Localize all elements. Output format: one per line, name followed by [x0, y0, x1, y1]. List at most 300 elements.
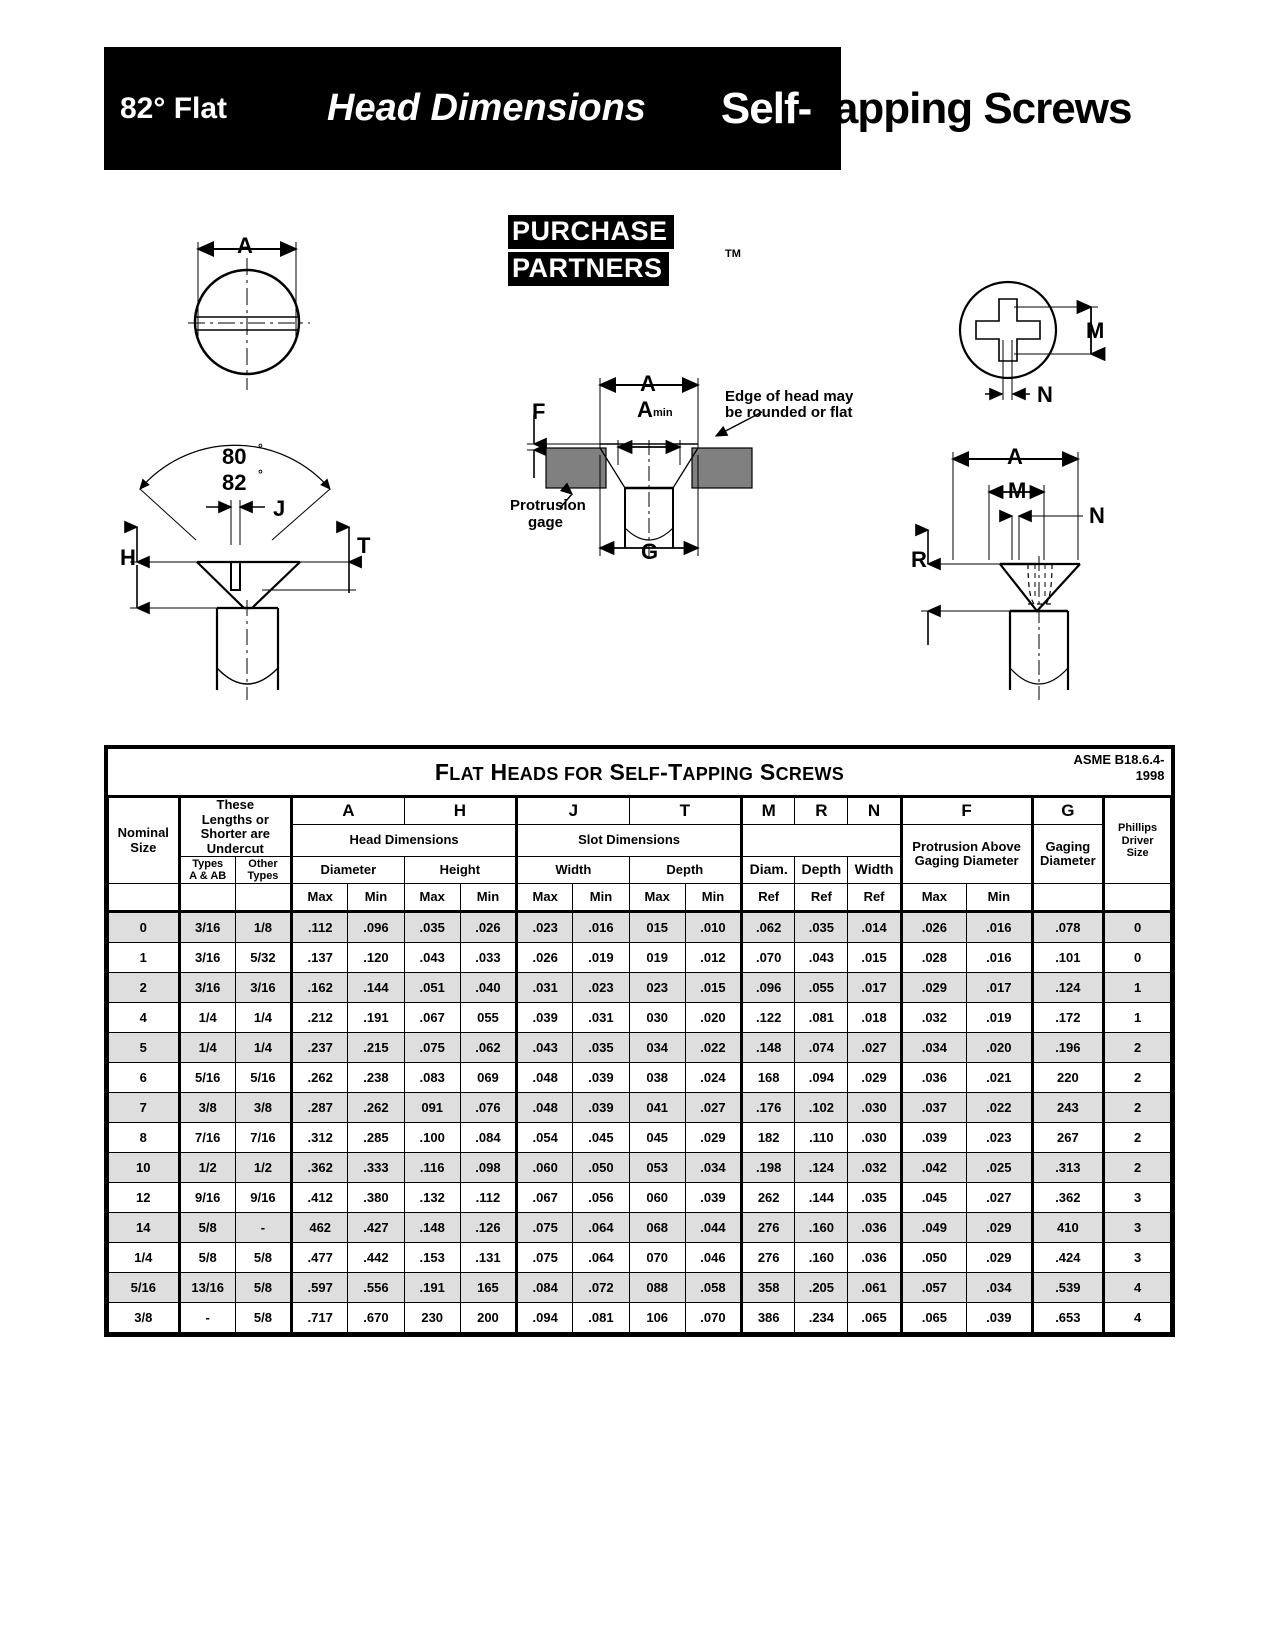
cell-f_max: .034	[901, 1033, 966, 1063]
table-row	[109, 1123, 1171, 1153]
cell-n_ref: .018	[848, 1003, 901, 1033]
label-h: H	[120, 545, 136, 570]
header-angle-label: 82° Flat	[120, 91, 228, 125]
col-header-phillips-driver-size	[1104, 797, 1171, 884]
col-header-slot-depth: Depth	[629, 857, 742, 884]
cell-j_min: .050	[573, 1153, 629, 1183]
cell-f_max: .029	[901, 973, 966, 1003]
cell-r_ref: .055	[795, 973, 848, 1003]
cell-f_min: .039	[967, 1303, 1032, 1333]
cell-n_ref: .015	[848, 943, 901, 973]
cell-f_max: .065	[901, 1303, 966, 1333]
label-protrusion-gage-line2: gage	[528, 514, 564, 531]
cell-h_max: .083	[404, 1063, 460, 1093]
header-title-part1: Self-	[720, 83, 812, 133]
cell-u_aab: 5/8	[179, 1213, 235, 1243]
cell-g: .172	[1032, 1003, 1104, 1033]
col-header-height: Height	[404, 857, 517, 884]
cell-a_max: 462	[292, 1213, 348, 1243]
undercut-line1: These	[216, 797, 255, 812]
cell-t_min: .022	[685, 1033, 741, 1063]
col-header-a-min: Min	[348, 884, 404, 912]
cell-a_max: .137	[292, 943, 348, 973]
label-angle-80-degree: °	[258, 441, 263, 455]
cell-r_ref: .081	[795, 1003, 848, 1033]
cell-j_min: .056	[573, 1183, 629, 1213]
cell-f_min: .021	[967, 1063, 1032, 1093]
table-header-minmax	[109, 884, 1171, 912]
cell-u_aab: 5/16	[179, 1063, 235, 1093]
label-t: T	[357, 533, 371, 558]
col-header-letter-j: J	[517, 797, 630, 825]
header-title-part2: Tapping Screws	[811, 83, 1132, 133]
cell-phillips: 2	[1104, 1063, 1171, 1093]
cell-f_min: .025	[967, 1153, 1032, 1183]
cell-a_max: .412	[292, 1183, 348, 1213]
gaging-line2: Diameter	[1040, 853, 1096, 869]
cell-h_max: .132	[404, 1183, 460, 1213]
cell-nominal: 12	[109, 1183, 180, 1213]
cell-phillips: 4	[1104, 1303, 1171, 1333]
cell-phillips: 2	[1104, 1153, 1171, 1183]
table-row	[109, 943, 1171, 973]
cell-g: .196	[1032, 1033, 1104, 1063]
table-row	[109, 1153, 1171, 1183]
cell-u_other: -	[235, 1213, 291, 1243]
cell-m_ref: .122	[742, 1003, 795, 1033]
cell-h_max: .153	[404, 1243, 460, 1273]
cell-t_min: .027	[685, 1093, 741, 1123]
cell-u_aab: 5/8	[179, 1243, 235, 1273]
flat-heads-table-container	[104, 745, 1175, 1337]
cell-j_max: .094	[517, 1303, 573, 1333]
cell-nominal: 14	[109, 1213, 180, 1243]
note-edge-of-head-line2: be rounded or flat	[725, 404, 853, 421]
col-header-letter-g: G	[1032, 797, 1104, 825]
cell-phillips: 0	[1104, 912, 1171, 943]
cell-nominal: 1	[109, 943, 180, 973]
cell-a_min: .333	[348, 1153, 404, 1183]
cell-u_other: 3/8	[235, 1093, 291, 1123]
cell-a_min: .556	[348, 1273, 404, 1303]
cell-r_ref: .124	[795, 1153, 848, 1183]
cell-t_min: .034	[685, 1153, 741, 1183]
cell-g: .362	[1032, 1183, 1104, 1213]
cell-t_min: .058	[685, 1273, 741, 1303]
cell-h_max: .148	[404, 1213, 460, 1243]
cell-g: 410	[1032, 1213, 1104, 1243]
cell-m_ref: 358	[742, 1273, 795, 1303]
cell-a_max: .237	[292, 1033, 348, 1063]
cell-h_max: .067	[404, 1003, 460, 1033]
col-header-letter-a: A	[292, 797, 405, 825]
cell-h_max: .116	[404, 1153, 460, 1183]
cell-j_min: .019	[573, 943, 629, 973]
cell-h_max: .100	[404, 1123, 460, 1153]
cell-r_ref: .205	[795, 1273, 848, 1303]
cell-g: .078	[1032, 912, 1104, 943]
cell-f_min: .020	[967, 1033, 1032, 1063]
cell-u_aab: 1/4	[179, 1033, 235, 1063]
cell-h_max: .075	[404, 1033, 460, 1063]
cell-g: .101	[1032, 943, 1104, 973]
cell-n_ref: .030	[848, 1123, 901, 1153]
cell-u_aab: 1/2	[179, 1153, 235, 1183]
header-title-row	[104, 47, 1164, 170]
col-header-letter-h: H	[404, 797, 517, 825]
label-m-bottom-right: M	[1008, 478, 1027, 503]
table-row	[109, 1063, 1171, 1093]
cell-g: 220	[1032, 1063, 1104, 1093]
cell-phillips: 2	[1104, 1093, 1171, 1123]
cell-nominal: 6	[109, 1063, 180, 1093]
cell-f_max: .045	[901, 1183, 966, 1213]
cell-a_min: .670	[348, 1303, 404, 1333]
cell-m_ref: 182	[742, 1123, 795, 1153]
cell-f_max: .032	[901, 1003, 966, 1033]
label-n-bottom-right: N	[1089, 503, 1105, 528]
cell-h_max: .191	[404, 1273, 460, 1303]
col-header-width-abbr: Width	[848, 857, 901, 884]
cell-h_max: 230	[404, 1303, 460, 1333]
cell-t_min: .020	[685, 1003, 741, 1033]
phillips-line2: Driver	[1121, 834, 1154, 847]
table-standard-reference	[1073, 752, 1164, 785]
cell-j_max: .023	[517, 912, 573, 943]
cell-f_max: .026	[901, 912, 966, 943]
label-m-top-right: M	[1086, 318, 1105, 343]
phillips-line3: Size	[1126, 846, 1149, 859]
cell-f_max: .050	[901, 1243, 966, 1273]
col-header-h-min: Min	[460, 884, 516, 912]
cell-j_max: .031	[517, 973, 573, 1003]
cell-m_ref: 262	[742, 1183, 795, 1213]
cell-u_aab: 3/16	[179, 912, 235, 943]
cell-j_min: .081	[573, 1303, 629, 1333]
cell-u_other: 5/8	[235, 1303, 291, 1333]
logo-trademark-mark: TM	[725, 248, 741, 260]
cell-h_min: .126	[460, 1213, 516, 1243]
cell-j_max: .060	[517, 1153, 573, 1183]
cell-t_max: 034	[629, 1033, 685, 1063]
cell-h_min: 069	[460, 1063, 516, 1093]
cell-phillips: 1	[1104, 973, 1171, 1003]
label-protrusion-gage-line1: Protrusion	[510, 497, 586, 514]
cell-f_max: .037	[901, 1093, 966, 1123]
protrusion-line1: Protrusion Above	[912, 838, 1021, 854]
types-aab-line1: Types	[192, 858, 224, 871]
cell-g: 267	[1032, 1123, 1104, 1153]
undercut-line4: Undercut	[206, 840, 264, 856]
col-header-t-max: Max	[629, 884, 685, 912]
cell-j_min: .072	[573, 1273, 629, 1303]
cell-a_min: .285	[348, 1123, 404, 1153]
cell-phillips: 4	[1104, 1273, 1171, 1303]
cell-f_max: .057	[901, 1273, 966, 1303]
label-angle-82: 82	[222, 470, 247, 495]
cell-u_other: 3/16	[235, 973, 291, 1003]
cell-h_max: .051	[404, 973, 460, 1003]
cell-t_max: 060	[629, 1183, 685, 1213]
cell-h_min: 055	[460, 1003, 516, 1033]
cell-u_other: 1/4	[235, 1033, 291, 1063]
cell-j_max: .048	[517, 1093, 573, 1123]
table-row	[109, 1273, 1171, 1303]
standard-line-1: ASME B18.6.4-	[1073, 752, 1165, 767]
cell-j_min: .031	[573, 1003, 629, 1033]
cell-nominal: 8	[109, 1123, 180, 1153]
cell-g: .424	[1032, 1243, 1104, 1273]
cell-n_ref: .030	[848, 1093, 901, 1123]
other-types-line2: Types	[247, 870, 279, 883]
cell-m_ref: 276	[742, 1213, 795, 1243]
logo-line-1: PURCHASE	[508, 215, 674, 249]
col-header-gaging-diameter	[1032, 825, 1104, 884]
cell-f_min: .019	[967, 1003, 1032, 1033]
cell-a_max: .112	[292, 912, 348, 943]
cell-f_min: .023	[967, 1123, 1032, 1153]
cell-nominal: 2	[109, 973, 180, 1003]
phillips-line1: Phillips	[1118, 822, 1158, 835]
table-title-cell	[109, 749, 1171, 797]
cell-t_min: .012	[685, 943, 741, 973]
standard-line-2: 1998	[1135, 768, 1165, 784]
cell-n_ref: .036	[848, 1213, 901, 1243]
cell-h_min: .131	[460, 1243, 516, 1273]
col-header-depth-abbr: Depth	[795, 857, 848, 884]
cell-j_max: .054	[517, 1123, 573, 1153]
col-header-f-min: Min	[967, 884, 1032, 912]
cell-a_max: .597	[292, 1273, 348, 1303]
cell-t_max: 023	[629, 973, 685, 1003]
col-header-n-ref: Ref	[848, 884, 901, 912]
col-header-h-max: Max	[404, 884, 460, 912]
gaging-line1: Gaging	[1045, 838, 1091, 854]
cell-n_ref: .036	[848, 1243, 901, 1273]
cell-t_max: 053	[629, 1153, 685, 1183]
cell-phillips: 3	[1104, 1213, 1171, 1243]
cell-phillips: 1	[1104, 1003, 1171, 1033]
cell-f_max: .049	[901, 1213, 966, 1243]
cell-t_max: 068	[629, 1213, 685, 1243]
col-header-j-max: Max	[517, 884, 573, 912]
cell-j_max: .075	[517, 1243, 573, 1273]
col-header-letter-r: R	[795, 797, 848, 825]
table-header-letters	[109, 797, 1171, 825]
cell-nominal: 10	[109, 1153, 180, 1183]
cell-j_max: .067	[517, 1183, 573, 1213]
cell-u_aab: 3/16	[179, 973, 235, 1003]
cell-t_max: 088	[629, 1273, 685, 1303]
cell-t_min: .046	[685, 1243, 741, 1273]
nominal-size-line2: Size	[130, 839, 157, 855]
cell-r_ref: .035	[795, 912, 848, 943]
cell-j_max: .048	[517, 1063, 573, 1093]
cell-t_min: .024	[685, 1063, 741, 1093]
cell-n_ref: .017	[848, 973, 901, 1003]
cell-f_min: .016	[967, 943, 1032, 973]
cell-a_max: .362	[292, 1153, 348, 1183]
cell-u_other: 5/32	[235, 943, 291, 973]
cell-r_ref: .110	[795, 1123, 848, 1153]
label-angle-82-degree: °	[258, 467, 263, 481]
table-title: FLAT HEADS FOR SELF-TAPPING SCREWS	[434, 758, 845, 785]
cell-n_ref: .065	[848, 1303, 901, 1333]
cell-t_max: 019	[629, 943, 685, 973]
cell-j_min: .023	[573, 973, 629, 1003]
cell-h_max: 091	[404, 1093, 460, 1123]
col-header-diameter: Diameter	[292, 857, 405, 884]
cell-f_min: .016	[967, 912, 1032, 943]
cell-t_max: 030	[629, 1003, 685, 1033]
cell-phillips: 3	[1104, 1243, 1171, 1273]
purchase-partners-logo	[508, 215, 748, 286]
cell-a_min: .191	[348, 1003, 404, 1033]
cell-f_min: .034	[967, 1273, 1032, 1303]
table-row	[109, 1243, 1171, 1273]
col-header-f-max: Max	[901, 884, 966, 912]
cell-j_max: .084	[517, 1273, 573, 1303]
cell-j_max: .039	[517, 1003, 573, 1033]
cell-u_aab: 3/8	[179, 1093, 235, 1123]
col-header-t-min: Min	[685, 884, 741, 912]
cell-a_max: .262	[292, 1063, 348, 1093]
cell-a_max: .287	[292, 1093, 348, 1123]
cell-h_min: .040	[460, 973, 516, 1003]
col-header-letter-f: F	[901, 797, 1032, 825]
label-g: G	[641, 539, 659, 564]
col-header-letter-m: M	[742, 797, 795, 825]
cell-u_other: 1/8	[235, 912, 291, 943]
cell-u_aab: 13/16	[179, 1273, 235, 1303]
cell-g: .313	[1032, 1153, 1104, 1183]
header-subtitle: Head Dimensions	[327, 87, 646, 129]
nominal-size-line1: Nominal	[117, 825, 169, 841]
col-header-letter-t: T	[629, 797, 742, 825]
label-a-min: A	[637, 397, 653, 422]
cell-t_max: 106	[629, 1303, 685, 1333]
cell-j_max: .075	[517, 1213, 573, 1243]
cell-u_other: 5/16	[235, 1063, 291, 1093]
cell-h_min: 165	[460, 1273, 516, 1303]
col-header-m-ref: Ref	[742, 884, 795, 912]
cell-n_ref: .029	[848, 1063, 901, 1093]
table-row	[109, 1093, 1171, 1123]
cell-n_ref: .035	[848, 1183, 901, 1213]
cell-r_ref: .074	[795, 1033, 848, 1063]
col-header-g-blank	[1032, 884, 1104, 912]
other-types-line1: Other	[248, 858, 278, 871]
cell-m_ref: 168	[742, 1063, 795, 1093]
cell-n_ref: .061	[848, 1273, 901, 1303]
cell-u_other: 9/16	[235, 1183, 291, 1213]
cell-nominal: 0	[109, 912, 180, 943]
col-header-mrn-blank	[742, 825, 902, 857]
cell-t_min: .029	[685, 1123, 741, 1153]
cell-j_min: .016	[573, 912, 629, 943]
table-row	[109, 973, 1171, 1003]
col-header-slot-width: Width	[517, 857, 630, 884]
table-row	[109, 1033, 1171, 1063]
label-a-center: A	[640, 371, 656, 396]
cell-nominal: 3/8	[109, 1303, 180, 1333]
cell-n_ref: .014	[848, 912, 901, 943]
label-angle-80: 80	[222, 444, 247, 469]
cell-j_max: .043	[517, 1033, 573, 1063]
cell-j_min: .064	[573, 1243, 629, 1273]
cell-a_max: .312	[292, 1123, 348, 1153]
cell-m_ref: .070	[742, 943, 795, 973]
cell-r_ref: .160	[795, 1213, 848, 1243]
logo-line-2: PARTNERS	[508, 252, 669, 286]
cell-a_min: .262	[348, 1093, 404, 1123]
col-header-nominal-size	[109, 797, 180, 884]
cell-m_ref: 386	[742, 1303, 795, 1333]
cell-a_min: .238	[348, 1063, 404, 1093]
cell-t_min: .010	[685, 912, 741, 943]
cell-u_other: 5/8	[235, 1273, 291, 1303]
cell-nominal: 5	[109, 1033, 180, 1063]
cell-m_ref: .176	[742, 1093, 795, 1123]
cell-u_other: 1/2	[235, 1153, 291, 1183]
col-header-diam-abbr: Diam.	[742, 857, 795, 884]
cell-t_min: .039	[685, 1183, 741, 1213]
cell-r_ref: .160	[795, 1243, 848, 1273]
label-a-bottom-right: A	[1007, 444, 1023, 469]
cell-t_min: .015	[685, 973, 741, 1003]
cell-a_min: .215	[348, 1033, 404, 1063]
cell-t_max: 045	[629, 1123, 685, 1153]
col-header-head-dimensions: Head Dimensions	[292, 825, 517, 857]
cell-r_ref: .234	[795, 1303, 848, 1333]
label-f: F	[532, 399, 546, 424]
cell-h_max: .035	[404, 912, 460, 943]
cell-f_min: .027	[967, 1183, 1032, 1213]
cell-u_aab: 1/4	[179, 1003, 235, 1033]
cell-a_max: .477	[292, 1243, 348, 1273]
cell-phillips: 2	[1104, 1033, 1171, 1063]
cell-t_max: 041	[629, 1093, 685, 1123]
cell-u_other: 5/8	[235, 1243, 291, 1273]
col-header-a-max: Max	[292, 884, 348, 912]
col-header-letter-n: N	[848, 797, 901, 825]
cell-u_aab: 3/16	[179, 943, 235, 973]
cell-a_min: .380	[348, 1183, 404, 1213]
cell-m_ref: 276	[742, 1243, 795, 1273]
cell-n_ref: .027	[848, 1033, 901, 1063]
col-header-protrusion	[901, 825, 1032, 884]
cell-f_max: .039	[901, 1123, 966, 1153]
cell-r_ref: .144	[795, 1183, 848, 1213]
col-header-r-ref: Ref	[795, 884, 848, 912]
cell-u_other: 1/4	[235, 1003, 291, 1033]
cell-h_min: 200	[460, 1303, 516, 1333]
cell-f_min: .022	[967, 1093, 1032, 1123]
cell-h_min: .076	[460, 1093, 516, 1123]
cell-h_min: .112	[460, 1183, 516, 1213]
cell-r_ref: .043	[795, 943, 848, 973]
protrusion-line2: Gaging Diameter	[914, 853, 1019, 869]
flat-heads-table	[108, 749, 1171, 1333]
cell-r_ref: .102	[795, 1093, 848, 1123]
cell-h_max: .043	[404, 943, 460, 973]
label-j: J	[273, 496, 286, 521]
table-row	[109, 1303, 1171, 1333]
cell-a_min: .096	[348, 912, 404, 943]
col-header-j-min: Min	[573, 884, 629, 912]
cell-f_min: .029	[967, 1243, 1032, 1273]
cell-phillips: 3	[1104, 1183, 1171, 1213]
